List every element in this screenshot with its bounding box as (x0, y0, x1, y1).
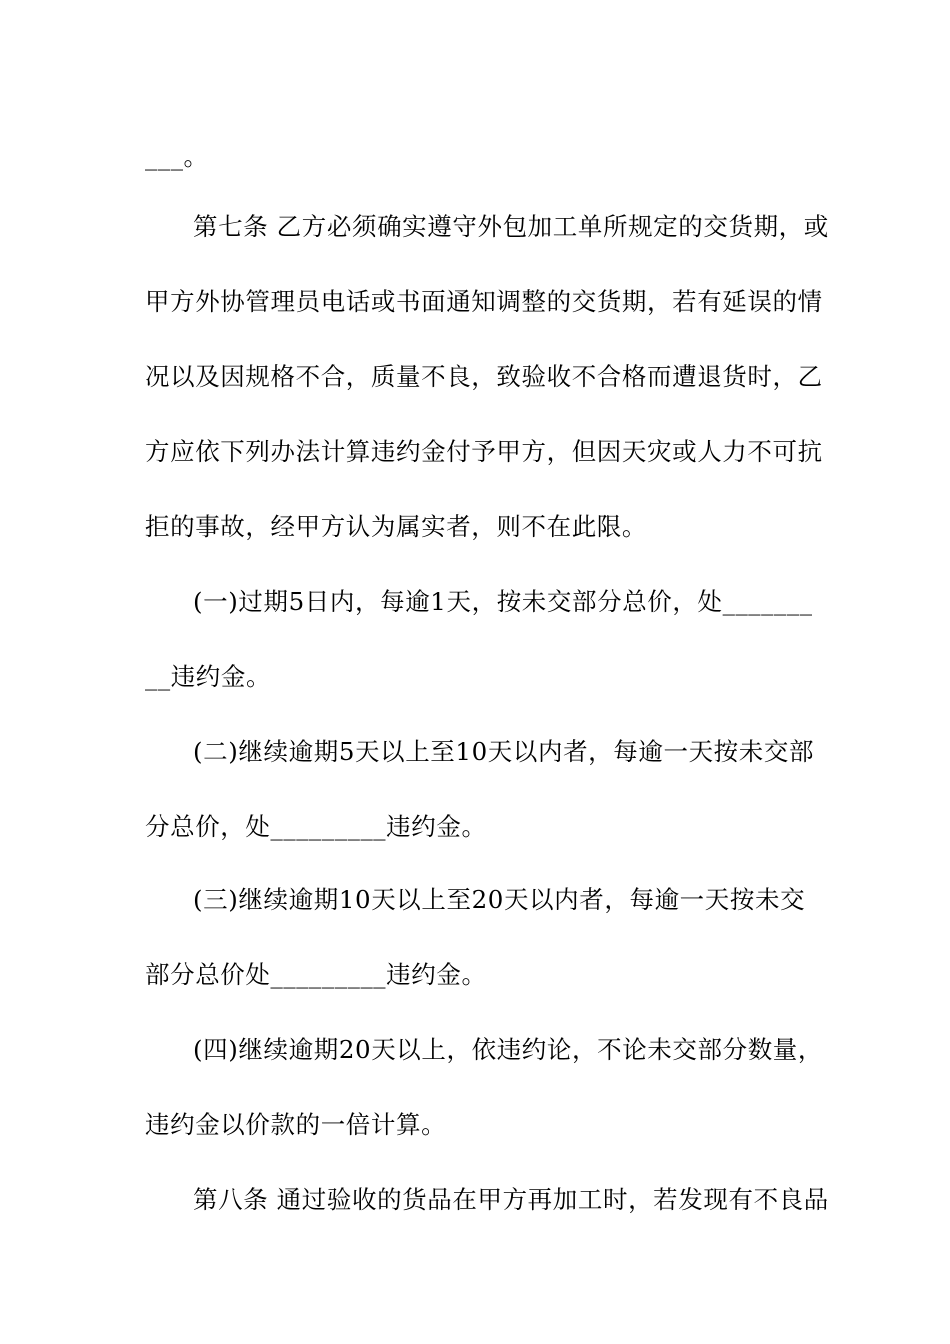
clause-2-line-1: (二)继续逾期5天以上至10天以内者，每逾一天按未交部 (193, 737, 815, 766)
article-7-line-5: 拒的事故，经甲方认为属实者，则不在此限。 (145, 512, 647, 541)
clause-4-line-2: 违约金以价款的一倍计算。 (145, 1110, 447, 1139)
clause-3-line-1: (三)继续逾期10天以上至20天以内者，每逾一天按未交 (193, 885, 806, 914)
article-7-line-2: 甲方外协管理员电话或书面通知调整的交货期，若有延误的情 (145, 287, 823, 316)
clause-3-line-2: 部分总价处_________违约金。 (145, 960, 487, 989)
clause-2-line-2: 分总价，处_________违约金。 (145, 812, 487, 841)
clause-1-line-2: __违约金。 (145, 662, 272, 691)
article-8-line-1: 第八条 通过验收的货品在甲方再加工时，若发现有不良品 (193, 1185, 829, 1214)
text-line-1: ___。 (145, 142, 209, 171)
article-7-line-3: 况以及因规格不合，质量不良，致验收不合格而遭退货时，乙 (145, 362, 823, 391)
article-7-line-4: 方应依下列办法计算违约金付予甲方，但因天灾或人力不可抗 (145, 437, 823, 466)
clause-4-line-1: (四)继续逾期20天以上，依违约论，不论未交部分数量， (193, 1035, 823, 1064)
clause-1-line-1: (一)过期5日内，每逾1天，按未交部分总价，处_______ (193, 587, 813, 616)
article-7-line-1: 第七条 乙方必须确实遵守外包加工单所规定的交货期，或 (193, 212, 829, 241)
